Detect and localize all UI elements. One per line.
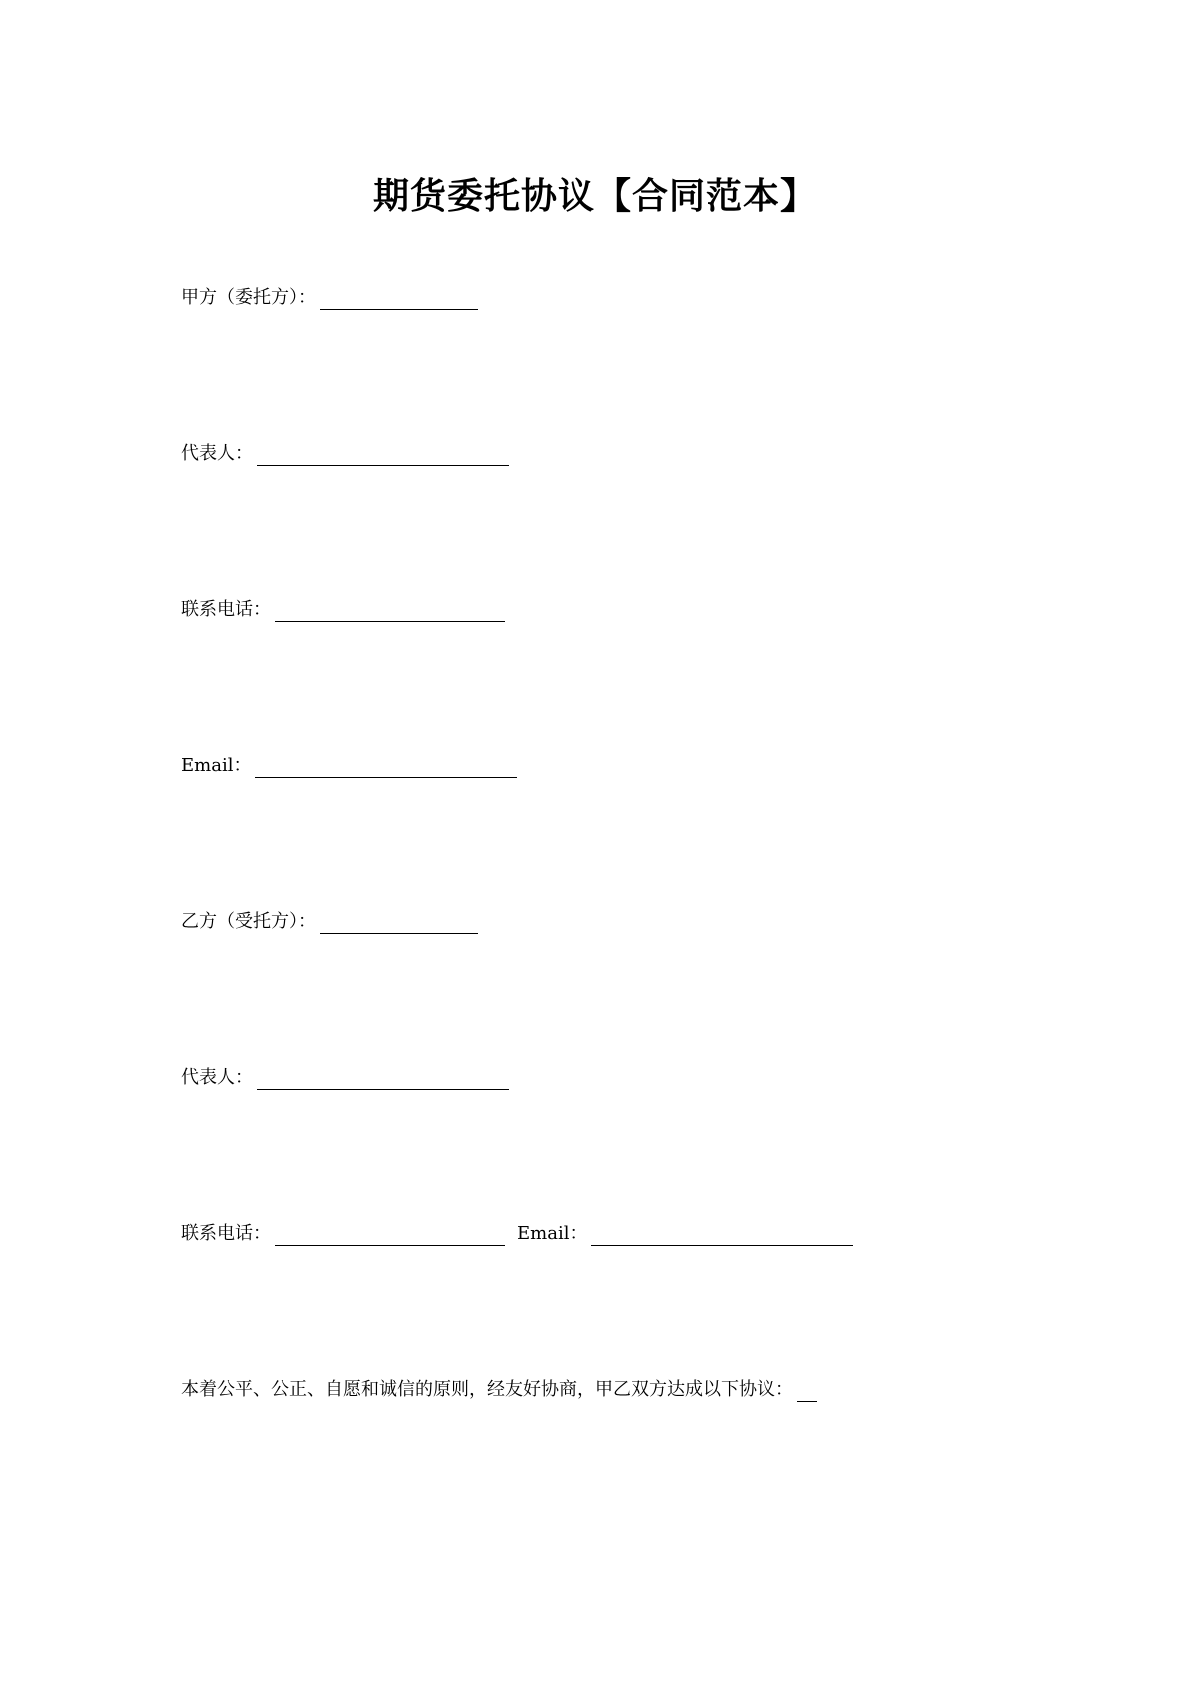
document-title: 期货委托协议【合同范本】 bbox=[372, 175, 817, 217]
field-label: 甲方（委托方）： bbox=[181, 287, 316, 308]
preamble bbox=[181, 1378, 817, 1402]
blank-line[interactable] bbox=[275, 603, 505, 622]
party-a-representative-field bbox=[181, 442, 509, 466]
blank-line[interactable] bbox=[591, 1227, 853, 1246]
field-label: 联系电话： bbox=[181, 599, 271, 620]
blank-line[interactable] bbox=[255, 759, 517, 778]
preamble-text: 本着公平、公正、自愿和诚信的原则，经友好协商，甲乙双方达成以下协议： bbox=[181, 1379, 793, 1400]
field-label: 联系电话： bbox=[181, 1223, 271, 1244]
field-label: Email： bbox=[181, 755, 252, 776]
party-a-field bbox=[181, 286, 478, 310]
field-label: Email： bbox=[517, 1223, 588, 1244]
field-label: 代表人： bbox=[181, 1067, 253, 1088]
blank-line[interactable] bbox=[320, 291, 478, 310]
blank-line[interactable] bbox=[257, 447, 509, 466]
blank-line[interactable] bbox=[797, 1383, 817, 1402]
party-b-field bbox=[181, 910, 478, 934]
party-b-contact-field bbox=[181, 1222, 853, 1246]
party-a-phone-field bbox=[181, 598, 505, 622]
party-b-representative-field bbox=[181, 1066, 509, 1090]
blank-line[interactable] bbox=[275, 1227, 505, 1246]
field-label: 代表人： bbox=[181, 443, 253, 464]
blank-line[interactable] bbox=[257, 1071, 509, 1090]
party-a-email-field bbox=[181, 754, 517, 778]
field-label: 乙方（受托方）： bbox=[181, 911, 316, 932]
blank-line[interactable] bbox=[320, 915, 478, 934]
